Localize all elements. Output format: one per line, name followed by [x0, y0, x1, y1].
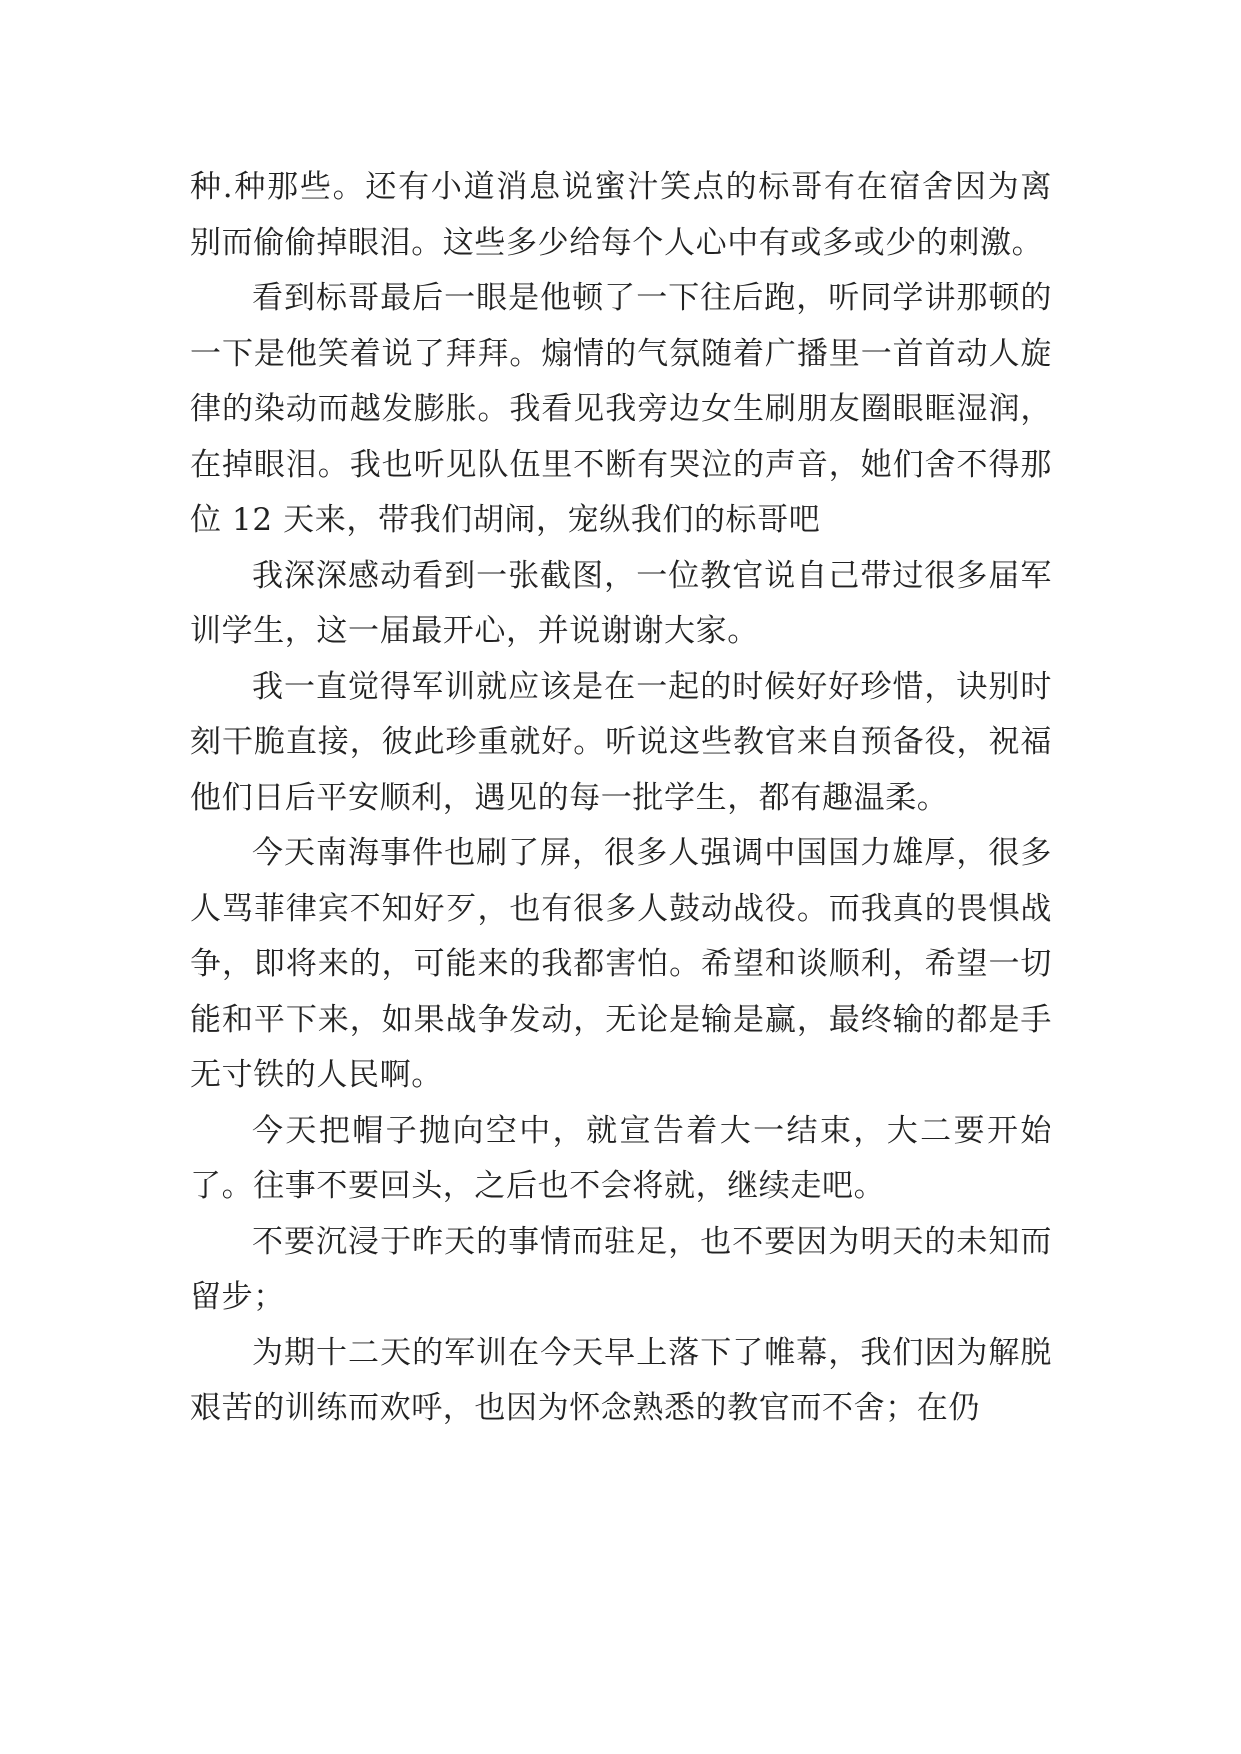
- paragraph-2: 看到标哥最后一眼是他顿了一下往后跑，听同学讲那顿的一下是他笑着说了拜拜。煽情的气氛随着广播里一首首动人旋律的染动而越发膨胀。我看见我旁边女生刷朋友圈眼眶湿润，在掉眼泪。我也听见队伍里不断有哭泣的声音，她们舍不得那位 12 天来，带我们胡闹，宠纵我们的标哥吧: [190, 280, 1052, 538]
- paragraph-1: 种.种那些。还有小道消息说蜜汁笑点的标哥有在宿舍因为离别而偷偷掉眼泪。这些多少给每个人心中有或多或少的刺激。: [190, 169, 1052, 261]
- paragraph-7: 不要沉浸于昨天的事情而驻足，也不要因为明天的未知而留步；: [190, 1223, 1052, 1315]
- document-page: [190, 160, 1052, 1437]
- paragraph-3: 我深深感动看到一张截图，一位教官说自己带过很多届军训学生，这一届最开心，并说谢谢大家。: [190, 557, 1052, 649]
- paragraph-8: 为期十二天的军训在今天早上落下了帷幕，我们因为解脱艰苦的训练而欢呼，也因为怀念熟悉的教官而不舍；在仍: [190, 1334, 1052, 1426]
- paragraph-6: 今天把帽子抛向空中，就宣告着大一结束，大二要开始了。往事不要回头，之后也不会将就，继续走吧。: [190, 1112, 1052, 1204]
- paragraph-5: 今天南海事件也刷了屏，很多人强调中国国力雄厚，很多人骂菲律宾不知好歹，也有很多人鼓动战役。而我真的畏惧战争，即将来的，可能来的我都害怕。希望和谈顺利，希望一切能和平下来，如果战争发动，无论是输是赢，最终输的都是手无寸铁的人民啊。: [190, 835, 1052, 1093]
- paragraph-4: 我一直觉得军训就应该是在一起的时候好好珍惜，诀别时刻干脆直接，彼此珍重就好。听说这些教官来自预备役，祝福他们日后平安顺利，遇见的每一批学生，都有趣温柔。: [190, 668, 1052, 816]
